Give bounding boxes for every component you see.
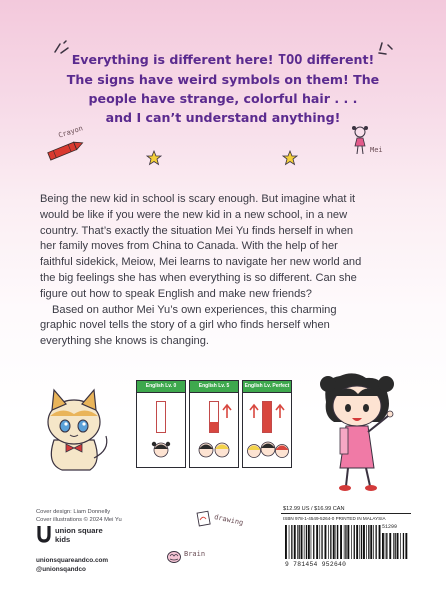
price-addon-code: 51299 (382, 524, 398, 530)
barcode-bar (405, 533, 407, 559)
barcode-bar (299, 525, 300, 559)
barcode-bar (386, 533, 387, 559)
union-square-kids-logo-icon (36, 524, 52, 544)
isbn-label: ISBN 978-1-4549-5264-0 PRINTED IN MALAYSIA (283, 516, 386, 521)
barcode-bar (393, 533, 394, 559)
barcode-bar (340, 525, 342, 559)
barcode-bar (368, 525, 369, 559)
meter-fill-2 (210, 422, 218, 433)
barcode-bar (321, 525, 322, 559)
crayon-doodle (40, 124, 100, 164)
panel-1-label: English Lv. 0 (137, 381, 185, 393)
brain-label: Brain (184, 550, 206, 558)
barcode-bar (330, 525, 331, 559)
barcode-bar (311, 525, 312, 559)
red-arrow-icon (275, 403, 285, 419)
meter-fill-3 (263, 402, 271, 432)
barcode-bar (297, 525, 298, 559)
barcode-bar (361, 525, 362, 559)
brain-doodle (166, 548, 214, 568)
red-arrow-icon (222, 403, 232, 419)
publisher-logo-text: union square kids (55, 526, 103, 544)
cover-credits (36, 508, 122, 524)
panel-3-label: English Lv. Perfect (243, 381, 291, 393)
publisher-contact (36, 556, 108, 574)
mei-doodle (350, 124, 400, 164)
comic-panel-2 (189, 380, 239, 468)
publisher-website: unionsquareandco.com (36, 557, 109, 564)
barcode-bar (294, 525, 296, 559)
barcode-bar (319, 525, 320, 559)
price-addon-barcode (382, 533, 408, 559)
english-level-meter-3 (262, 401, 272, 433)
barcode-bar (397, 533, 399, 559)
star-icon (146, 150, 162, 166)
quote-emphasis: TOO (277, 52, 303, 68)
barcode-bar (289, 525, 290, 559)
cover-illustration-credit: Cover illustrations © 2024 Mei Yu (36, 517, 122, 523)
comic-panel-1 (136, 380, 186, 468)
barcode-bar (400, 533, 401, 559)
barcode-bar (337, 525, 338, 559)
paper-drawing-icon (196, 510, 212, 528)
cover-design-credit: Cover design: Liam Donnelly (36, 509, 111, 515)
barcode-bar (370, 525, 372, 559)
isbn-barcode (285, 525, 381, 559)
barcode-bar (306, 525, 307, 559)
barcode-bar (285, 525, 287, 559)
quote-line-2: The signs have weird symbols on them! The (66, 72, 380, 87)
quote-block (40, 50, 406, 127)
barcode-bar (395, 533, 396, 559)
barcode-bar (379, 525, 381, 559)
comic-panel-3 (242, 380, 292, 468)
english-level-meter-2 (209, 401, 219, 433)
meiow-cat-illustration (36, 380, 112, 476)
barcode-bar (366, 525, 367, 559)
barcode-bar (363, 525, 365, 559)
barcode-bar (333, 525, 335, 559)
barcode-bar (344, 525, 345, 559)
barcode-bar (373, 525, 374, 559)
book-description (40, 192, 412, 350)
description-paragraph-1: Being the new kid in school is scary enough. But imagine what it would be like if you were the new kid in a new school, in a new country. That’s exactly the situation Mei Yu finds herself in when her family moves from China to Canada. With the help of her faithful sidekick, Meiow, Mei learns to navigate her new world and the big feelings she has when everything is so different. Can she figure out how to speak English and make new friends? (40, 193, 362, 300)
barcode-bar (403, 533, 404, 559)
drawing-label: drawing (213, 513, 245, 527)
barcode-block (281, 505, 411, 575)
barcode-bar (351, 525, 352, 559)
barcode-bar (291, 525, 292, 559)
mei-character-illustration (318, 372, 408, 492)
mei-face-icon (151, 439, 171, 461)
crayon-icon (40, 138, 90, 162)
barcode-bar (328, 525, 329, 559)
barcode-bar (316, 525, 318, 559)
star-icon (282, 150, 298, 166)
mei-label: Mei (370, 146, 383, 154)
quote-line-1: Everything is different here! TOO different! (71, 52, 375, 68)
barcode-bar (385, 533, 386, 559)
barcode-bar (308, 525, 310, 559)
barcode-bar (304, 525, 305, 559)
panel-2-label: English Lv. 5 (190, 381, 238, 393)
barcode-bar (354, 525, 355, 559)
barcode-bar (347, 525, 349, 559)
crayon-label: Crayon (57, 124, 84, 140)
barcode-bar (336, 525, 337, 559)
quote-line-4: and I can’t understand anything! (105, 110, 341, 125)
mei-and-friend-icon (196, 439, 234, 461)
drawing-doodle (196, 508, 256, 538)
quote-line-3: people have strange, colorful hair . . . (88, 91, 358, 106)
barcode-bar (359, 525, 360, 559)
publisher-handle: @unionsqandco (36, 566, 86, 573)
barcode-bar (376, 525, 377, 559)
brain-icon (166, 550, 182, 564)
isbn-barcode-number: 9 781454 952640 (285, 561, 347, 568)
barcode-bar (356, 525, 358, 559)
barcode-bar (382, 533, 384, 559)
red-arrow-icon (249, 403, 259, 419)
description-paragraph-2: Based on author Mei Yu’s own experiences, this charming graphic novel tells the story of a girl who finds herself when everything she knows is changing. (40, 303, 337, 348)
barcode-bar (345, 525, 346, 559)
barcode-bar (325, 525, 327, 559)
price-label: $12.99 US / $16.99 CAN (281, 505, 411, 514)
barcode-bar (389, 533, 391, 559)
barcode-bar (313, 525, 314, 559)
mei-and-friends-icon (245, 437, 291, 463)
barcode-bar (301, 525, 303, 559)
english-level-meter-1 (156, 401, 166, 433)
